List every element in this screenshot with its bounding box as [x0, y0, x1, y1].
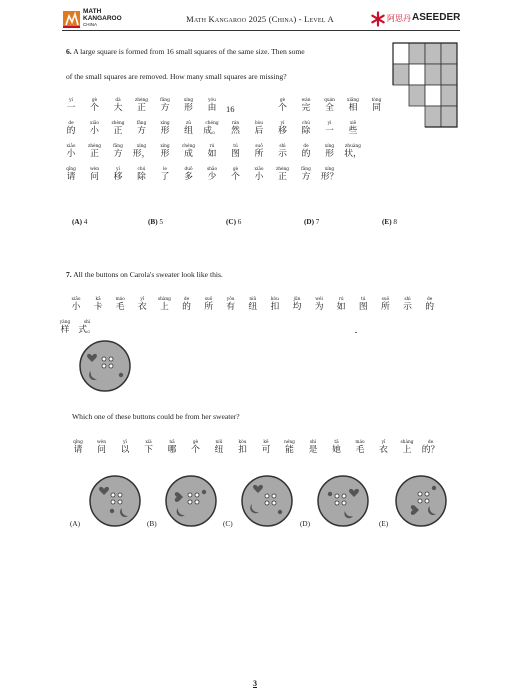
header-divider — [62, 30, 460, 31]
pinyin: shàng — [157, 297, 171, 302]
pinyin-char-cell — [270, 98, 296, 114]
pinyin: tóng — [371, 98, 382, 103]
pinyin-char-cell — [129, 167, 155, 183]
pinyin: xíng — [160, 144, 170, 149]
hanzi: 移 — [113, 172, 123, 182]
q7-text: 7. All the buttons on Carola's sweater look like this. — [66, 270, 223, 279]
hanzi: 形？ — [320, 172, 339, 182]
pinyin-char-cell — [340, 121, 366, 137]
hanzi: 如 — [336, 302, 346, 312]
pinyin: qǐng — [73, 440, 83, 445]
hanzi: 式。 — [78, 325, 96, 335]
pinyin-char-cell — [129, 98, 155, 114]
pinyin: xíng — [160, 121, 170, 126]
pinyin: máo — [355, 440, 365, 445]
pinyin: fāng — [160, 98, 170, 103]
hanzi: 的 — [301, 149, 311, 159]
pinyin: yí — [116, 167, 120, 172]
hanzi: 方 — [301, 172, 311, 182]
hanzi: 所 — [204, 302, 213, 312]
pinyin-char-cell — [394, 440, 420, 456]
pinyin: de — [303, 144, 309, 149]
q6-text-line2: of the small squares are removed. How many small squares are missing? — [66, 72, 287, 81]
pinyin: wán — [301, 98, 311, 103]
hanzi: 形 — [160, 126, 170, 136]
pinyin-char-cell — [105, 144, 131, 160]
hanzi: 上 — [402, 445, 412, 455]
pinyin: gè — [192, 440, 199, 445]
hanzi: 以 — [120, 445, 130, 455]
brand-english: ASEEDER — [412, 12, 461, 23]
q6-choice-d[interactable]: (D) 7 — [304, 218, 320, 226]
hanzi: 样 — [60, 325, 70, 335]
hanzi: 衣 — [137, 302, 147, 312]
hanzi: 毛 — [115, 302, 125, 312]
hanzi: 所 — [254, 149, 264, 159]
pinyin: kòu — [270, 297, 279, 302]
pinyin-char-cell — [223, 98, 249, 103]
hanzi: 个 — [231, 172, 240, 182]
pinyin-char-cell — [89, 440, 115, 456]
pinyin-char-cell — [364, 98, 390, 114]
pinyin: fāng — [113, 144, 123, 149]
pinyin: yǒu — [226, 297, 235, 302]
hanzi: 状， — [344, 149, 362, 159]
hanzi: 扣 — [270, 302, 280, 312]
hanzi: 卡 — [93, 302, 103, 312]
pinyin-char-cell — [176, 167, 202, 183]
hanzi: 问 — [90, 172, 99, 182]
pinyin-char-cell — [58, 144, 84, 160]
pinyin-char-cell — [253, 440, 279, 456]
q6-choice-a[interactable]: (A) 4 — [72, 218, 88, 226]
pinyin: xíng — [136, 144, 147, 149]
hanzi: 能 — [285, 445, 294, 455]
q7-option-a-button[interactable] — [88, 474, 142, 528]
pinyin: duō — [184, 167, 193, 172]
hanzi: 后 — [254, 126, 264, 136]
pinyin-char-cell — [58, 167, 84, 183]
hanzi: 方 — [137, 126, 146, 136]
hanzi: 正 — [90, 149, 99, 159]
hanzi: 方 — [160, 103, 170, 113]
pinyin: néng — [284, 440, 295, 445]
pinyin-char-cell — [293, 167, 319, 183]
pinyin — [246, 98, 272, 103]
pinyin: le — [163, 167, 167, 172]
hanzi: 个 — [191, 445, 200, 455]
hanzi: 小 — [254, 172, 264, 182]
pinyin: de — [427, 440, 434, 445]
q7-choice-d[interactable]: (D) — [300, 520, 310, 528]
pinyin-char-cell — [199, 167, 225, 183]
pinyin: yī — [140, 297, 145, 302]
pinyin-char-cell — [152, 144, 178, 160]
hanzi: 然 — [231, 126, 240, 136]
pinyin-char-cell — [199, 121, 225, 137]
hanzi: 个 — [90, 103, 99, 113]
pinyin: xiǎo — [66, 144, 76, 149]
pinyin-char-cell — [105, 167, 131, 183]
hanzi: 形， — [132, 149, 151, 159]
pinyin-char-cell — [270, 167, 296, 183]
pinyin-char-cell — [176, 121, 202, 137]
hanzi: 正 — [113, 126, 123, 136]
q6-number-16: 16 — [226, 104, 235, 114]
pinyin-char-cell — [152, 98, 178, 114]
pinyin: yī — [381, 440, 386, 445]
hanzi: 移 — [278, 126, 287, 136]
q7-reference-button — [78, 339, 132, 393]
pinyin-char-cell — [58, 121, 84, 137]
pinyin: rú — [209, 144, 215, 149]
kangaroo-logo-icon — [62, 8, 82, 30]
pinyin-char-cell — [277, 440, 303, 456]
pinyin-char-cell — [293, 98, 319, 114]
pinyin-char-cell — [230, 440, 256, 456]
pinyin: tú — [233, 144, 238, 149]
aseeder-star-icon — [370, 11, 386, 27]
pinyin-char-cell — [371, 440, 397, 456]
q7-choice-a[interactable]: (A) — [70, 520, 80, 528]
pinyin: suǒ — [255, 144, 263, 149]
hanzi: 的 — [66, 126, 76, 136]
hanzi: 有 — [226, 302, 236, 312]
pinyin-char-cell — [206, 440, 232, 456]
pinyin-char-cell — [317, 121, 343, 137]
pinyin: xiǎo — [90, 121, 99, 126]
pinyin: yì — [327, 121, 332, 126]
pinyin-char-cell — [183, 440, 209, 456]
pinyin-char-cell — [317, 98, 343, 114]
hanzi: 的 — [182, 302, 191, 312]
pinyin: niǔ — [249, 297, 257, 302]
pinyin: rú — [338, 297, 344, 302]
hanzi: 小 — [90, 126, 99, 136]
pinyin: niǔ — [215, 440, 223, 445]
pinyin-char-cell — [58, 98, 84, 114]
q7-choice-b[interactable]: (B) — [147, 520, 157, 528]
pinyin-char-cell — [293, 121, 319, 137]
pinyin-char-cell — [246, 98, 272, 103]
hanzi: 的 — [425, 302, 434, 312]
pinyin-char-cell — [347, 440, 373, 456]
pinyin-char-cell — [246, 144, 272, 160]
pinyin: zǔ — [185, 121, 192, 126]
pinyin: zhèng — [87, 144, 102, 149]
pinyin: xiǎo — [254, 167, 264, 172]
hanzi: 她 — [332, 445, 341, 455]
pinyin: fāng — [301, 167, 311, 172]
pinyin: yí — [69, 98, 73, 103]
hanzi: 纽 — [248, 302, 258, 312]
pinyin-char-cell — [270, 144, 296, 160]
pinyin: tā — [334, 440, 339, 445]
hanzi: 正 — [278, 172, 287, 182]
q6-choice-b[interactable]: (B) 5 — [148, 218, 163, 226]
hanzi: 图 — [231, 149, 240, 159]
hanzi: 下 — [144, 445, 153, 455]
hanzi: 完 — [301, 103, 311, 113]
math-kangaroo-logo — [62, 8, 142, 30]
pinyin: gè — [279, 98, 286, 103]
pinyin: xià — [145, 440, 152, 445]
hanzi: 纽 — [214, 445, 224, 455]
pinyin-char-cell — [223, 121, 249, 137]
pinyin-char-cell — [159, 440, 185, 456]
pinyin-char-cell — [65, 440, 91, 456]
pinyin: máo — [115, 297, 125, 302]
hanzi: 扣 — [238, 445, 247, 455]
pinyin-char-cell — [129, 144, 155, 160]
pinyin: yí — [280, 121, 285, 126]
pinyin: gè — [91, 98, 98, 103]
pinyin: shì — [279, 144, 286, 149]
pinyin-char-cell — [112, 440, 138, 456]
hanzi: 除 — [137, 172, 146, 182]
pinyin-char-cell — [246, 121, 272, 137]
pinyin-char-cell — [340, 144, 366, 160]
hanzi: 组 — [184, 126, 193, 136]
page-number: 3 — [253, 679, 257, 688]
pinyin: dà — [115, 98, 121, 103]
hanzi: 正 — [137, 103, 146, 113]
pinyin-char-cell — [417, 297, 443, 313]
pinyin: wéi — [315, 297, 323, 302]
pinyin: suǒ — [381, 297, 390, 302]
q6-choice-c[interactable]: (C) 6 — [226, 218, 242, 226]
pinyin-char-cell — [246, 167, 272, 183]
q7-option-b-button[interactable] — [164, 474, 218, 528]
pinyin: xiǎo — [71, 297, 81, 302]
pinyin-char-cell — [152, 121, 178, 137]
hanzi: 个 — [278, 103, 287, 113]
pinyin-char-cell — [176, 144, 202, 160]
pinyin-char-cell — [74, 320, 100, 336]
q6-text-line1: 6. A large square is formed from 16 small squares of the same size. Then some — [66, 47, 305, 56]
hanzi: 方 — [113, 149, 123, 159]
pinyin-char-cell — [82, 167, 108, 183]
hanzi: 请 — [66, 172, 76, 182]
pinyin: chú — [137, 167, 146, 172]
pinyin — [223, 98, 249, 103]
hanzi: 些 — [348, 126, 358, 136]
pinyin: shì — [309, 440, 317, 445]
pinyin: tú — [361, 297, 366, 302]
pinyin-char-cell — [199, 144, 225, 160]
pinyin-char-cell — [152, 167, 178, 183]
hanzi: 成。 — [203, 126, 221, 136]
pinyin: xíng — [324, 144, 335, 149]
pinyin-char-cell — [105, 121, 131, 137]
hanzi: 相 — [348, 103, 358, 113]
pinyin: quán — [324, 98, 335, 103]
q7-question: Which one of these buttons could be from her sweater? — [72, 412, 240, 421]
pinyin-char-cell — [199, 98, 225, 114]
pinyin: kòu — [238, 440, 247, 445]
pinyin-char-cell — [223, 144, 249, 160]
pinyin: de — [183, 297, 190, 302]
pinyin: zhèng — [134, 98, 149, 103]
pinyin: qǐng — [66, 167, 76, 172]
pinyin: hòu — [254, 121, 264, 126]
pinyin-char-cell — [129, 121, 155, 137]
pinyin: rán — [231, 121, 240, 126]
hanzi: 请 — [73, 445, 83, 455]
pinyin: xiē — [349, 121, 357, 126]
pinyin: nǎ — [169, 440, 175, 445]
hanzi: 均 — [292, 302, 302, 312]
hanzi: 全 — [325, 103, 334, 113]
logo-text: MATH KANGAROO CHINA — [83, 8, 122, 28]
pinyin: chéng — [181, 144, 196, 149]
pinyin: wèn — [90, 167, 99, 172]
pinyin: xiāng — [347, 98, 359, 103]
pinyin-char-cell — [418, 440, 444, 456]
pinyin: kǎ — [95, 297, 101, 302]
pinyin: shǎo — [206, 167, 218, 172]
pinyin-char-cell — [317, 144, 343, 160]
pinyin-char-cell — [82, 121, 108, 137]
pinyin: yóu — [208, 98, 216, 103]
pinyin: fāng — [136, 121, 147, 126]
pinyin: kě — [263, 440, 269, 445]
pinyin: jūn — [293, 297, 301, 302]
pinyin: yǐ — [123, 440, 127, 445]
hanzi: 一 — [66, 103, 76, 113]
pinyin: de — [68, 121, 74, 126]
hanzi: 成 — [184, 149, 193, 159]
hanzi: 如 — [207, 149, 217, 159]
pinyin: gè — [232, 167, 239, 172]
stray-mark — [355, 332, 357, 333]
pinyin: shì — [404, 297, 411, 302]
header-title: Math Kangaroo 2025 (China) - Level A — [186, 14, 334, 24]
q6-choice-e[interactable]: (E) 8 — [382, 218, 397, 226]
pinyin: chú — [302, 121, 310, 126]
hanzi: 除 — [301, 126, 311, 136]
hanzi: 示 — [278, 149, 287, 159]
q7-option-e-button[interactable] — [394, 474, 448, 528]
pinyin: zhèng — [111, 121, 125, 126]
pinyin: shàng — [400, 440, 414, 445]
q7-option-c-button[interactable] — [240, 474, 294, 528]
pinyin-char-cell — [340, 98, 366, 114]
hanzi: 由 — [207, 103, 217, 113]
q6-square-figure — [390, 40, 462, 130]
pinyin: shì — [83, 320, 91, 325]
pinyin-char-cell — [223, 167, 249, 183]
q7-choice-c[interactable]: (C) — [223, 520, 233, 528]
pinyin: de — [426, 297, 433, 302]
pinyin-char-cell — [300, 440, 326, 456]
q7-choice-e[interactable]: (E) — [379, 520, 389, 528]
hanzi: 大 — [113, 103, 123, 113]
pinyin: chéng — [205, 121, 219, 126]
hanzi: 多 — [184, 172, 193, 182]
hanzi: 了 — [160, 172, 170, 182]
pinyin: wèn — [97, 440, 106, 445]
hanzi: 小 — [66, 149, 76, 159]
brand-chinese: 阿思丹 — [387, 14, 411, 23]
hanzi: 小 — [71, 302, 81, 312]
hanzi: 示 — [403, 302, 412, 312]
hanzi: 形 — [325, 149, 334, 159]
hanzi: 衣 — [379, 445, 388, 455]
pinyin: zhuàng — [345, 144, 361, 149]
hanzi: 上 — [159, 302, 169, 312]
pinyin-char-cell — [82, 98, 108, 114]
pinyin-char-cell — [317, 167, 343, 183]
pinyin: zhèng — [275, 167, 290, 172]
hanzi: 图 — [358, 302, 368, 312]
pinyin: suǒ — [204, 297, 213, 302]
pinyin-char-cell — [324, 440, 350, 456]
pinyin-char-cell — [176, 98, 202, 114]
hanzi: 可 — [261, 445, 271, 455]
pinyin-char-cell — [105, 98, 131, 114]
hanzi: 毛 — [355, 445, 365, 455]
hanzi: 为 — [314, 302, 324, 312]
q7-option-d-button[interactable] — [316, 474, 370, 528]
hanzi: 一 — [325, 126, 334, 136]
pinyin-char-cell — [293, 144, 319, 160]
hanzi: 少 — [207, 172, 217, 182]
hanzi: 所 — [380, 302, 390, 312]
hanzi: 形 — [184, 103, 193, 113]
hanzi: 问 — [97, 445, 106, 455]
pinyin: xíng — [183, 98, 194, 103]
pinyin-char-cell — [136, 440, 162, 456]
hanzi: 哪 — [167, 445, 177, 455]
hanzi: 是 — [308, 445, 318, 455]
hanzi: 形 — [160, 149, 170, 159]
pinyin-char-cell — [270, 121, 296, 137]
pinyin: yàng — [59, 320, 71, 325]
pinyin: xíng — [324, 167, 335, 172]
pinyin-char-cell — [82, 144, 108, 160]
aseeder-logo — [368, 10, 464, 28]
hanzi: 同 — [372, 103, 381, 113]
hanzi: 的？ — [421, 445, 440, 455]
